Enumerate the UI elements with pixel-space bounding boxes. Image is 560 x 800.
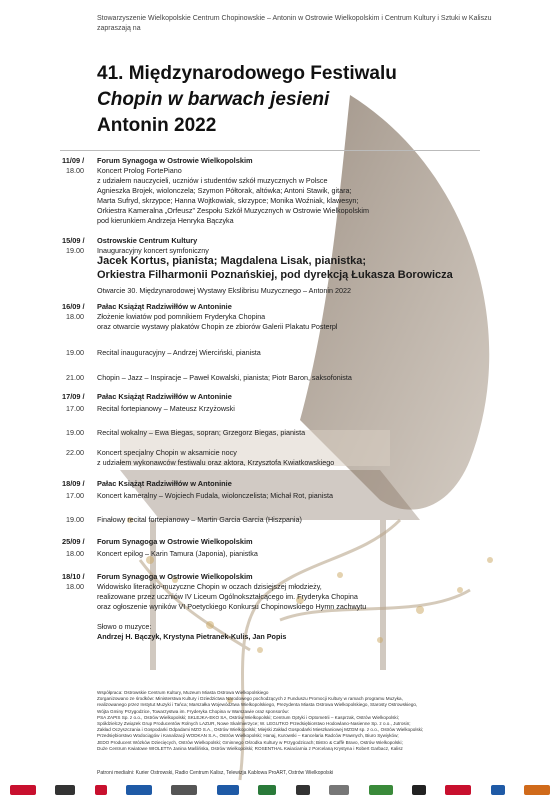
logo-2-icon xyxy=(55,785,75,795)
event-line: Koncert epilog – Karin Tamura (Japonia), pianistka xyxy=(97,549,258,558)
event-venue: Pałac Książąt Radziwiłłów w Antoninie xyxy=(97,392,232,401)
event-time: 18.00 xyxy=(66,312,84,321)
festival-title-line1: 41. Międzynarodowego Festiwalu xyxy=(97,63,397,84)
event-line: oraz ogłoszenie wyników VI Poetyckiego Konkursu Chopinowskiego Hymn zachwytu xyxy=(97,602,367,611)
event-line: realizowane przez uczniów IV Liceum Ogólnokształcącego im. Fryderyka Chopina xyxy=(97,592,358,601)
event-date: 25/09 / xyxy=(62,537,85,546)
event-line: Jacek Kortus, pianista; Magdalena Lisak, pianistka; xyxy=(97,255,366,267)
event-line: Recital fortepianowy – Mateusz Krzyżowski xyxy=(97,404,235,413)
event-time: 17.00 xyxy=(66,404,84,413)
event-venue: Pałac Książąt Radziwiłłów w Antoninie xyxy=(97,479,232,488)
event-date: 18/09 / xyxy=(62,479,85,488)
event-16-09-jazz xyxy=(0,373,560,387)
event-line: oraz otwarcie wystawy plakatów Chopin ze zbiorów Galerii Plakatu Posterpl xyxy=(97,322,338,331)
event-line: Koncert specjalny Chopin w aksamicie nocy xyxy=(97,448,237,457)
divider xyxy=(60,150,480,151)
event-line: Agnieszka Brojek, wiolonczela; Szymon Półtorak, altówka; Antoni Stawik, gitara; xyxy=(97,186,352,195)
event-time: 18.00 xyxy=(66,582,84,591)
logo-1-icon xyxy=(10,785,36,795)
event-17-09-special xyxy=(0,448,560,472)
event-25-09 xyxy=(0,537,560,561)
event-line: Otwarcie 30. Międzynarodowej Wystawy Ekslibrisu Muzycznego – Antonin 2022 xyxy=(97,286,352,295)
logo-12-icon xyxy=(445,785,471,795)
logo-4-icon xyxy=(126,785,152,795)
event-line: Widowisko literacko-muzyczne Chopin w oczach dzisiejszej młodzieży, xyxy=(97,582,322,591)
logo-14-icon xyxy=(524,785,550,795)
logo-5-icon xyxy=(171,785,197,795)
event-line: Orkiestra Kameralna „Orfeusz” Zespołu Szkół Muzycznych w Ostrowie Wielkopolskim xyxy=(97,206,370,215)
event-17-09 xyxy=(0,392,560,416)
event-line: Chopin – Jazz – Inspiracje – Paweł Kowalski, pianista; Piotr Baron, saksofonista xyxy=(97,373,352,382)
event-line: Recital inauguracyjny – Andrzej Wierciński, pianista xyxy=(97,348,261,357)
event-time: 22.00 xyxy=(66,448,84,457)
logo-7-icon xyxy=(258,785,276,795)
event-venue: Forum Synagoga w Ostrowie Wielkopolskim xyxy=(97,572,253,581)
event-line: z udziałem nauczycieli, uczniów i studentów szkół muzycznych w Polsce xyxy=(97,176,328,185)
credits-line: JEDO Producent Wózków Dziecięcych, Ostrów Wielkopolski; Gminnego Ośrodka Kultury w Przygodzicach; Bistro & Caffè Bravo, Ostrów Wielkopolski; xyxy=(97,739,403,745)
event-time: 19.00 xyxy=(66,246,84,255)
event-11-09 xyxy=(0,156,560,246)
credits-line: Wójta Gminy Przygodzice, Towarzystwa im. Fryderyka Chopina w Warszawie oraz sponsorów: xyxy=(97,708,289,714)
event-17-09-vocal xyxy=(0,428,560,442)
event-venue: Forum Synagoga w Ostrowie Wielkopolskim xyxy=(97,156,253,165)
credits-line: Współpraca: Ostrowskie Centrum Kultury, Muzeum Miasta Ostrowa Wielkopolskiego xyxy=(97,690,269,695)
festival-title-line2: Chopin w barwach jesieni xyxy=(97,89,330,110)
credits-block xyxy=(97,690,537,752)
event-15-09 xyxy=(0,236,560,296)
event-line: Inauguracyjny koncert symfoniczny xyxy=(97,246,209,255)
credits-line: Duże Centrum Kwiatowe WIOLETTA Janina Maślińska, Ostrów Wielkopolski; ROSENTHAL Kwiaciarnia z Porcelaną Krystyna i Robert Garbacz, Kalisz xyxy=(97,745,403,751)
logo-11-icon xyxy=(412,785,426,795)
event-time: 19.00 xyxy=(66,515,84,524)
event-time: 19.00 xyxy=(66,428,84,437)
logo-9-icon xyxy=(329,785,349,795)
event-time: 18.00 xyxy=(66,166,84,175)
event-venue: Ostrowskie Centrum Kultury xyxy=(97,236,198,245)
event-line: Recital wokalny – Ewa Biegas, sopran; Grzegorz Biegas, pianista xyxy=(97,428,306,437)
event-line: Orkiestra Filharmonii Poznańskiej, pod dyrekcją Łukasza Borowicza xyxy=(97,269,453,281)
event-16-09-recital xyxy=(0,348,560,362)
festival-title-line3: Antonin 2022 xyxy=(97,115,217,136)
event-time: 17.00 xyxy=(66,491,84,500)
event-line: z udziałem wykonawców festiwalu oraz aktora, Krzysztofa Kwiatkowskiego xyxy=(97,458,335,467)
event-line: Koncert Prolog FortePiano xyxy=(97,166,182,175)
event-time: 21.00 xyxy=(66,373,84,382)
event-date: 15/09 / xyxy=(62,236,85,245)
event-18-09 xyxy=(0,479,560,503)
event-18-09-final xyxy=(0,515,560,529)
event-date: 17/09 / xyxy=(62,392,85,401)
credits-line: Zorganizowano ze środków: Ministerstwa Kultury i Dziedzictwa Narodowego pochodzących z Funduszu Promocji Kultury w ramach programu Muzyka, xyxy=(97,696,403,702)
event-line: pod kierunkiem Andrzeja Henryka Bączyka xyxy=(97,216,234,225)
event-line: Słowo o muzyce: xyxy=(97,622,152,631)
event-line: Finałowy recital fortepianowy – Martin Garcia Garcia (Hiszpania) xyxy=(97,515,302,524)
credits-line: Spółdzielczy Związek Grup Producentów Rolnych LAZUR, Nowe Skalmierzyce; W. LEGUTKO Przedsiębiorstwo Hodowlano-Nasienne Sp. z o.o., Jutrosin; xyxy=(97,721,411,727)
event-time: 19.00 xyxy=(66,348,84,357)
media-patrons: Patroni medialni: Kurier Ostrowski, Radio Centrum Kalisz, Telewizja Kablowa ProART, Ostrów Wielkopolski xyxy=(97,770,334,776)
event-line: Złożenie kwiatów pod pomnikiem Fryderyka Chopina xyxy=(97,312,266,321)
event-venue: Pałac Książąt Radziwiłłów w Antoninie xyxy=(97,302,232,311)
event-date: 16/09 / xyxy=(62,302,85,311)
sponsor-logos xyxy=(0,780,560,800)
logo-10-icon xyxy=(369,785,393,795)
logo-8-icon xyxy=(296,785,310,795)
credits-line: Przedsiębiorstwo Wodociągów i Kanalizacji WODKAN S.A., Ostrów Wielkopolski; Hanaj, Kurowski – Kancelaria Radców Prawnych, Biuro Sywiyków; xyxy=(97,733,399,739)
logo-3-icon xyxy=(95,785,107,795)
event-18-10 xyxy=(0,572,560,652)
logo-13-icon xyxy=(491,785,505,795)
event-date: 11/09 / xyxy=(62,156,85,165)
logo-6-icon xyxy=(217,785,239,795)
event-16-09 xyxy=(0,302,560,342)
credits-line: PSA ZAPIS Sp. z o.o., Ostrów Wielkopolski; SKLEJKA-EKO SA, Ostrów Wielkopolski; Centrum Optyki i Optometrii – Kasprzak, Ostrów Wielkopolski; xyxy=(97,714,400,720)
event-time: 18.00 xyxy=(66,549,84,558)
event-line: Koncert kameralny – Wojciech Fudala, wiolonczelista; Michał Rot, pianista xyxy=(97,491,333,500)
event-line: Andrzej H. Bączyk, Krystyna Pietranek-Kulis, Jan Popis xyxy=(97,632,287,641)
organizers-text: Stowarzyszenie Wielkopolskie Centrum Chopinowskie – Antonin w Ostrowie Wielkopolskim i Centrum Kultury i Sztuki w Kaliszu zapraszają na xyxy=(97,15,492,32)
event-venue: Forum Synagoga w Ostrowie Wielkopolskim xyxy=(97,537,253,546)
credits-line: Zakład Oczyszczania i Gospodarki Odpadami MZO S.A., Ostrów Wielkopolski; Miejski Zakład Gospodarki Mieszkaniowej MZGM sp. z o.o., Ostrów Wielkopolski; xyxy=(97,727,424,733)
event-line: Marta Sufryd, skrzypce; Hanna Wojtkowiak, skrzypce; Monika Woźniak, klawesyn; xyxy=(97,196,359,205)
event-date: 18/10 / xyxy=(62,572,85,581)
credits-line: realizowanego przez Instytut Muzyki i Tańca; Marszałka Województwa Wielkopolskiego, Prezydenta Miasta Ostrowa Wielkopolskiego, Starosty Ostrowskiego, xyxy=(97,702,418,708)
